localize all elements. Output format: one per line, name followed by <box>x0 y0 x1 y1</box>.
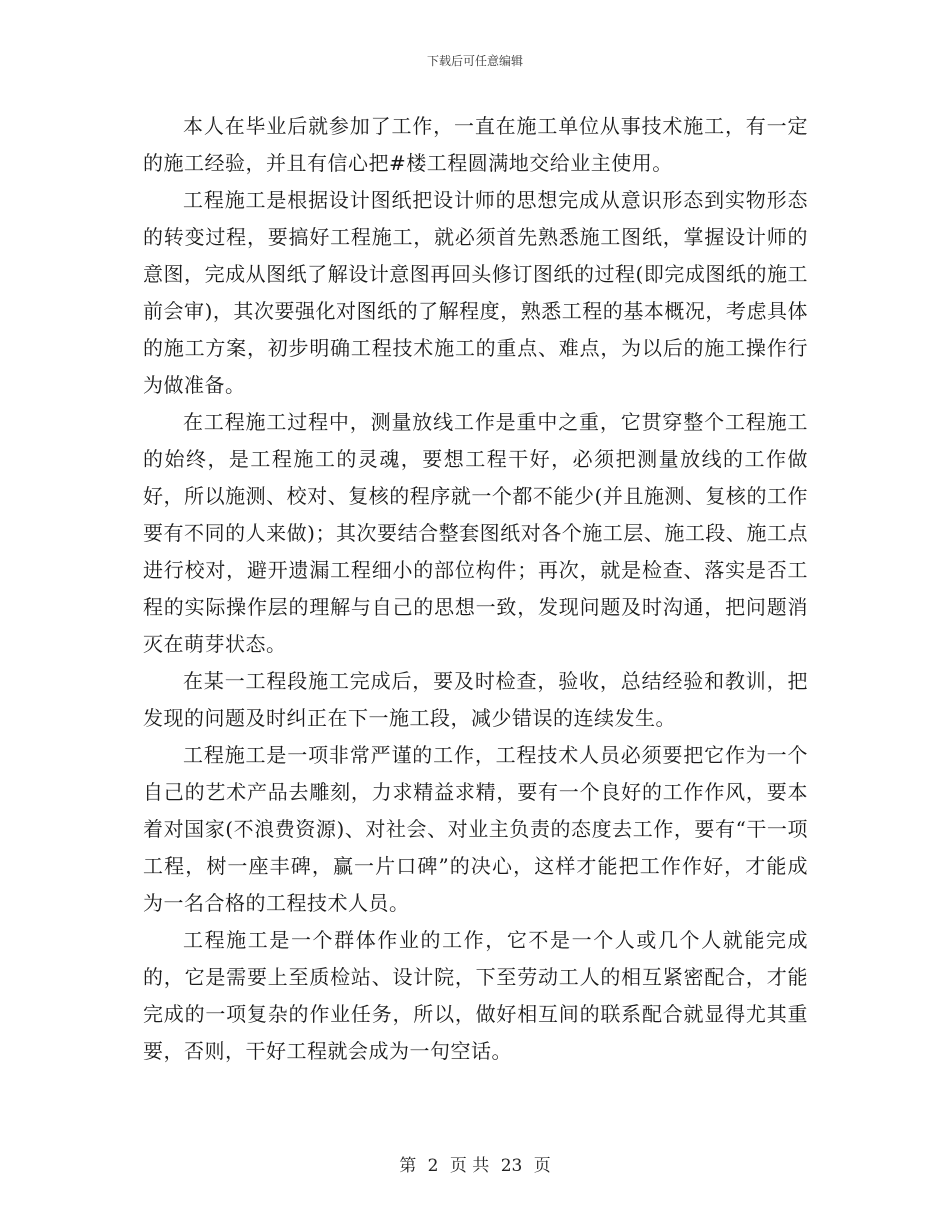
page-footer <box>0 1155 950 1177</box>
page-suffix: 页 <box>533 1156 551 1176</box>
page-header: 下载后可任意编辑 <box>426 54 523 68</box>
page-prefix: 第 <box>399 1156 417 1176</box>
paragraph-2: 工程施工是根据设计图纸把设计师的思想完成从意识形态到实物形态的转变过程，要搞好工程施工，就必须首先熟悉施工图纸，掌握设计师的意图，完成从图纸了解设计意图再回头修订图纸的过程(即完成图纸的施工前会审)，其次要强化对图纸的了解程度，熟悉工程的基本概况，考虑具体的施工方案，初步明确工程技术施工的重点、难点，为以后的施工操作行为做准备。 <box>143 188 808 397</box>
paragraph-6: 工程施工是一个群体作业的工作，它不是一个人或几个人就能完成的，它是需要上至质检站、设计院，下至劳动工人的相互紧密配合，才能完成的一项复杂的作业任务，所以，做好相互间的联系配合就显得尤其重要，否则，干好工程就会成为一句空话。 <box>143 928 808 1063</box>
page-total: 23 <box>500 1156 523 1176</box>
document-body <box>143 108 808 1070</box>
page-middle: 页 共 <box>449 1156 490 1176</box>
paragraph-3: 在工程施工过程中，测量放线工作是重中之重，它贯穿整个工程施工的始终，是工程施工的灵魂，要想工程干好，必须把测量放线的工作做好，所以施测、校对、复核的程序就一个都不能少(并且施测、复核的工作要有不同的人来做)；其次要结合整套图纸对各个施工层、施工段、施工点进行校对，避开遗漏工程细小的部位构件；再次，就是检查、落实是否工程的实际操作层的理解与自己的思想一致，发现问题及时沟通，把问题消灭在萌芽状态。 <box>143 410 808 656</box>
paragraph-5: 工程施工是一项非常严谨的工作，工程技术人员必须要把它作为一个自己的艺术产品去雕刻，力求精益求精，要有一个良好的工作作风，要本着对国家(不浪费资源)、对社会、对业主负责的态度去工作，要有“干一项工程，树一座丰碑，赢一片口碑”的决心，这样才能把工作作好，才能成为一名合格的工程技术人员。 <box>143 743 808 915</box>
paragraph-1: 本人在毕业后就参加了工作，一直在施工单位从事技术施工，有一定的施工经验，并且有信心把#楼工程圆满地交给业主使用。 <box>143 114 808 175</box>
paragraph-4: 在某一工程段施工完成后，要及时检查，验收，总结经验和教训，把发现的问题及时纠正在下一施工段，减少错误的连续发生。 <box>143 669 808 730</box>
page-current: 2 <box>427 1156 439 1176</box>
